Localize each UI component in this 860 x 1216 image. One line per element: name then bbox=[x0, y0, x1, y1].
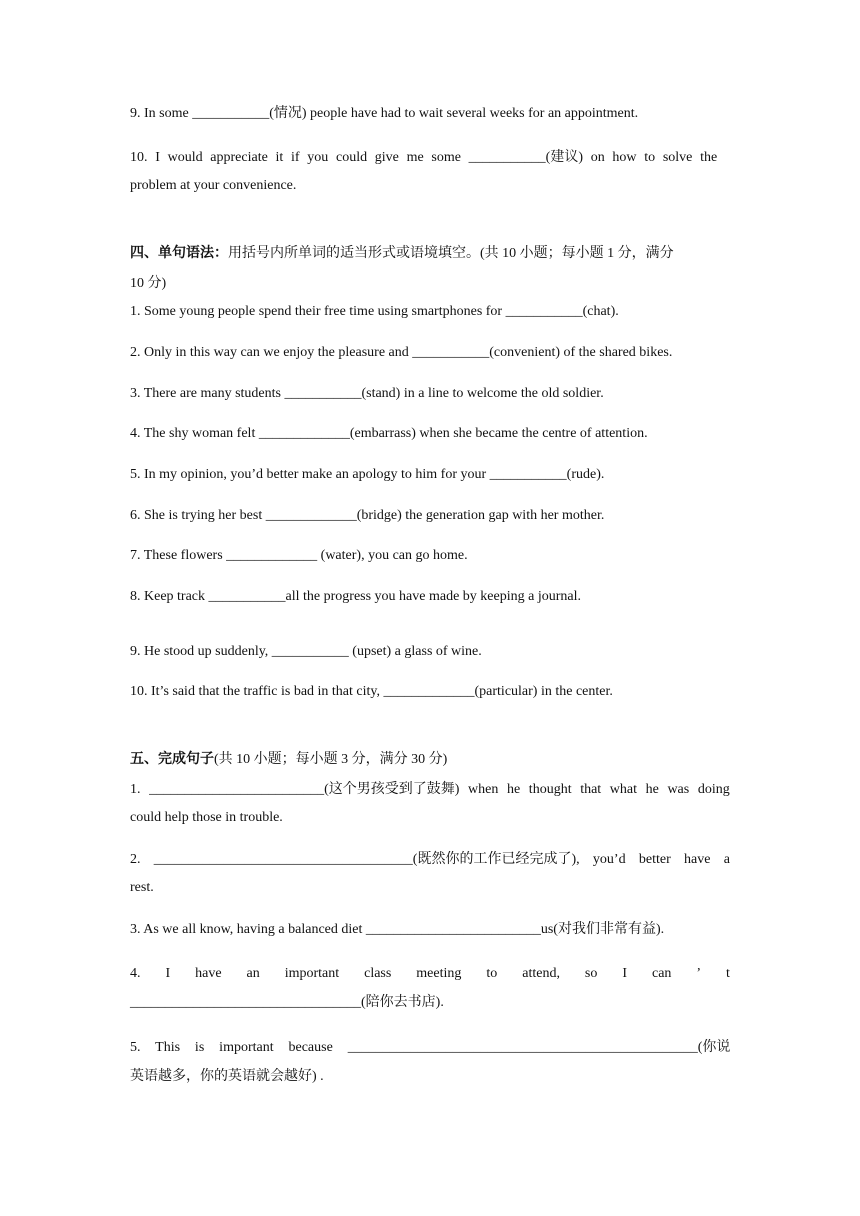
s4-item-8: 8. Keep track ___________all the progress you have made by keeping a journal. bbox=[130, 589, 581, 604]
q4-word: important bbox=[284, 966, 340, 981]
s3-q10-line1: 10. I would appreciate it if you could give me some ___________(建议) on how to solve the bbox=[130, 150, 718, 165]
s4-item-7: 7. These flowers _____________ (water), you can go home. bbox=[130, 548, 468, 563]
q4-word: I bbox=[622, 966, 628, 981]
s5-q1-line2: could help those in trouble. bbox=[130, 810, 283, 825]
s5-q1-line1: 1. _________________________(这个男孩受到了鼓舞) when he thought that what he was doing bbox=[130, 782, 730, 797]
s3-q10-line2: problem at your convenience. bbox=[130, 178, 297, 193]
section4-instruction-line2: 10 分) bbox=[130, 276, 167, 291]
section4-instruction: 用括号内所单词的适当形式或语境填空。(共 10 小题；每小题 1 分，满分 bbox=[228, 246, 674, 261]
s5-q5-line2: 英语越多，你的英语就会越好) . bbox=[130, 1069, 324, 1084]
s4-item-10: 10. It’s said that the traffic is bad in that city, _____________(particular) in the center. bbox=[130, 684, 613, 699]
q4-word: class bbox=[364, 966, 392, 981]
s5-q5-line1: 5. This is important because __________________________________________________(你说 bbox=[130, 1040, 731, 1055]
q4-word: an bbox=[246, 966, 260, 981]
section4-heading bbox=[130, 244, 674, 264]
q4-word: to bbox=[486, 966, 498, 981]
s5-q2-line2: rest. bbox=[130, 880, 154, 895]
s5-q3: 3. As we all know, having a balanced diet _________________________us(对我们非常有益). bbox=[130, 922, 665, 937]
s3-q9: 9. In some ___________(情况) people have had to wait several weeks for an appointment. bbox=[130, 106, 639, 121]
q4-word: attend, bbox=[522, 966, 560, 981]
s4-item-5: 5. In my opinion, you’d better make an apology to him for your ___________(rude). bbox=[130, 467, 605, 482]
s4-item-3: 3. There are many students ___________(stand) in a line to welcome the old soldier. bbox=[130, 386, 604, 401]
q4-word: so bbox=[584, 966, 598, 981]
s5-q2-line1: 2. _____________________________________(既然你的工作已经完成了), you’d better have a bbox=[130, 852, 730, 867]
section4-title: 四、单句语法： bbox=[130, 246, 228, 261]
q4-word: have bbox=[195, 966, 222, 981]
section5-title: 五、完成句子 bbox=[130, 752, 214, 767]
q4-word: 4. bbox=[130, 966, 141, 981]
q4-word: t bbox=[726, 966, 730, 981]
s4-item-9: 9. He stood up suddenly, ___________ (upset) a glass of wine. bbox=[130, 644, 482, 659]
q4-word: meeting bbox=[416, 966, 462, 981]
q4-word: I bbox=[165, 966, 171, 981]
section5-instruction: (共 10 小题；每小题 3 分，满分 30 分) bbox=[214, 752, 448, 767]
s5-q4-line2: _________________________________(陪你去书店). bbox=[130, 995, 444, 1010]
q4-word: ’ bbox=[696, 966, 702, 981]
s4-item-6: 6. She is trying her best _____________(bridge) the generation gap with her mother. bbox=[130, 508, 605, 523]
s4-item-4: 4. The shy woman felt _____________(embarrass) when she became the centre of attention. bbox=[130, 426, 648, 441]
s4-item-1: 1. Some young people spend their free time using smartphones for ___________(chat). bbox=[130, 304, 619, 319]
s4-item-2: 2. Only in this way can we enjoy the pleasure and ___________(convenient) of the shared bikes. bbox=[130, 345, 673, 360]
section5-heading bbox=[130, 750, 447, 770]
q4-word: can bbox=[651, 966, 672, 981]
s5-q4-line1 bbox=[130, 964, 730, 984]
